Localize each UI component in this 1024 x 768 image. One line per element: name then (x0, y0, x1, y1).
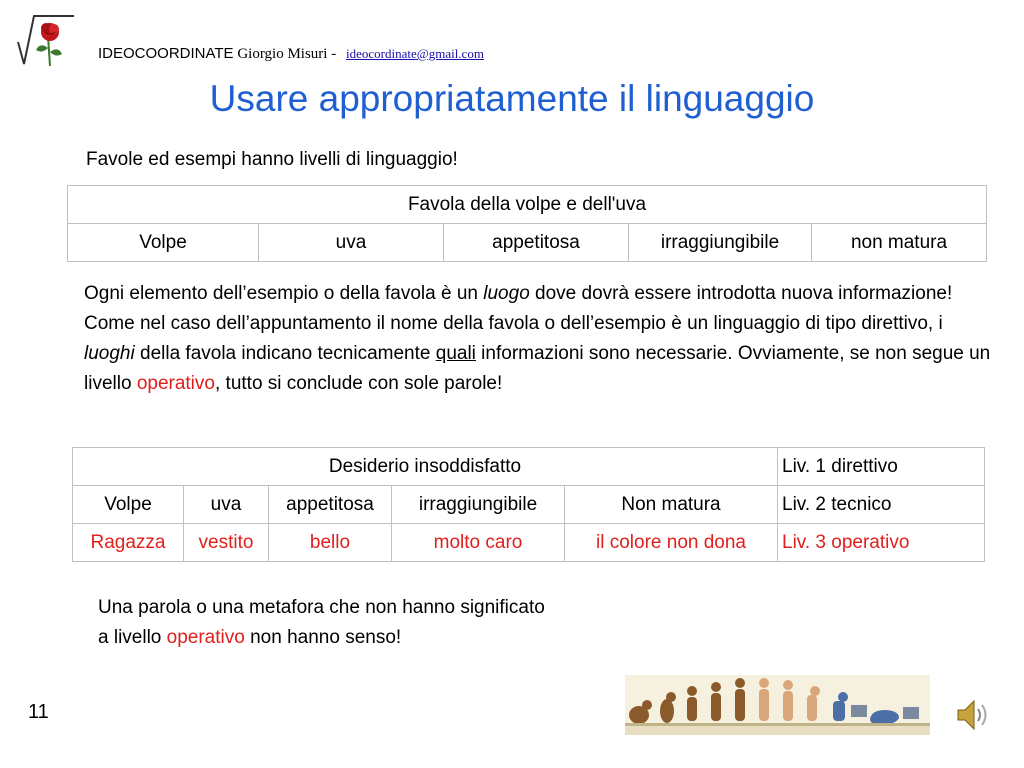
level-cell: Liv. 2 tecnico (778, 486, 985, 524)
org-name: IDEOCOORDINATE (98, 45, 234, 62)
table-cell: Non matura (565, 486, 778, 524)
levels-table (72, 447, 985, 562)
highlight-operativo: operativo (136, 373, 215, 394)
intro-text: Favole ed esempi hanno livelli di linguaggio! (86, 149, 458, 170)
table-cell: non matura (812, 224, 987, 262)
table-row (68, 224, 987, 262)
table-row (73, 448, 985, 486)
author-name: Giorgio Misuri - (237, 46, 337, 62)
email-link[interactable]: ideocordinate@gmail.com (345, 46, 484, 61)
fable-table (67, 185, 987, 262)
highlight-operativo: operativo (166, 627, 245, 648)
table-cell: appetitosa (444, 224, 629, 262)
evolution-illustration (625, 675, 930, 735)
rose-logo-icon (14, 12, 76, 70)
table-cell: irraggiungibile (629, 224, 812, 262)
header (98, 45, 484, 63)
paragraph-text: , tutto si conclude con sole parole! (214, 373, 503, 394)
closing-paragraph (98, 593, 558, 653)
emphasis-luogo: luogo (483, 283, 530, 304)
paragraph-text: non hanno senso! (244, 627, 402, 648)
paragraph-text: della favola indicano tecnicamente (134, 343, 436, 364)
table-cell: Volpe (73, 486, 184, 524)
paragraph-text: informazioni sono necessarie. Ovviamente, se non segue un livello (84, 343, 991, 394)
table-cell: bello (269, 524, 392, 562)
table-header-cell: Favola della volpe e dell'uva (68, 186, 987, 224)
paragraph-text: Una parola o una metafora che non hanno significato a livello (98, 597, 545, 648)
table-cell: irraggiungibile (392, 486, 565, 524)
table-cell: uva (259, 224, 444, 262)
slide-title: Usare appropriatamente il linguaggio (209, 78, 815, 119)
table-cell: appetitosa (269, 486, 392, 524)
table-cell: molto caro (392, 524, 565, 562)
speaker-icon[interactable] (955, 695, 989, 735)
table-cell: uva (184, 486, 269, 524)
table-cell: il colore non dona (565, 524, 778, 562)
table-row (68, 186, 987, 224)
explanation-paragraph (84, 279, 994, 399)
table-header-cell: Desiderio insoddisfatto (73, 448, 778, 486)
table-cell: vestito (184, 524, 269, 562)
level-cell: Liv. 1 direttivo (778, 448, 985, 486)
underline-quali: quali (435, 343, 476, 364)
table-row (73, 524, 985, 562)
emphasis-luoghi: luoghi (84, 343, 135, 364)
slide-number: 11 (28, 701, 49, 723)
paragraph-text: Ogni elemento dell’esempio o della favola è un (84, 283, 484, 304)
level-cell: Liv. 3 operativo (778, 524, 985, 562)
table-cell: Volpe (68, 224, 259, 262)
paragraph-text: dove dovrà essere introdotta nuova informazione! Come nel caso dell’appuntamento il nome della favola o dell’esempio è un linguaggio di tipo direttivo, i (84, 283, 953, 334)
table-cell: Ragazza (73, 524, 184, 562)
table-row (73, 486, 985, 524)
